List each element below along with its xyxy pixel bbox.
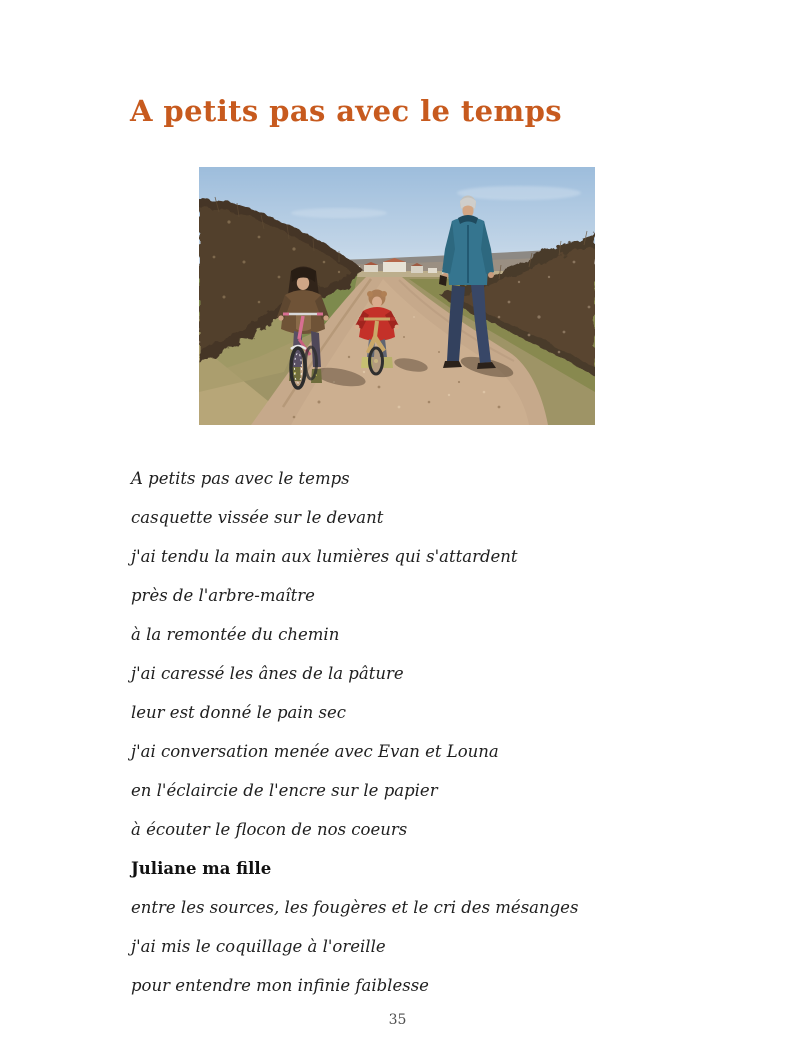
- poem-line: j'ai caressé les ânes de la pâture: [131, 664, 404, 683]
- page-title: A petits pas avec le temps: [130, 94, 562, 128]
- poem: [131, 459, 578, 1005]
- poem-line: j'ai tendu la main aux lumières qui s'attardent: [131, 547, 518, 566]
- poem-line: en l'éclaircie de l'encre sur le papier: [131, 781, 438, 800]
- poem-line: casquette vissée sur le devant: [131, 508, 384, 527]
- poem-line: près de l'arbre-maître: [131, 586, 315, 605]
- poem-line: à écouter le flocon de nos coeurs: [131, 820, 408, 839]
- poem-line: pour entendre mon infinie faiblesse: [131, 976, 429, 995]
- poem-line: entre les sources, les fougères et le cri des mésanges: [131, 898, 579, 917]
- poem-line: A petits pas avec le temps: [131, 469, 350, 488]
- poem-line: j'ai mis le coquillage à l'oreille: [131, 937, 386, 956]
- page-number: 35: [388, 1012, 407, 1028]
- poem-line: j'ai conversation menée avec Evan et Louna: [131, 742, 499, 761]
- poem-line: à la remontée du chemin: [131, 625, 340, 644]
- photo-country-path: [199, 167, 595, 425]
- poem-line-dedication: Juliane ma fille: [131, 859, 272, 878]
- poem-line: leur est donné le pain sec: [131, 703, 346, 722]
